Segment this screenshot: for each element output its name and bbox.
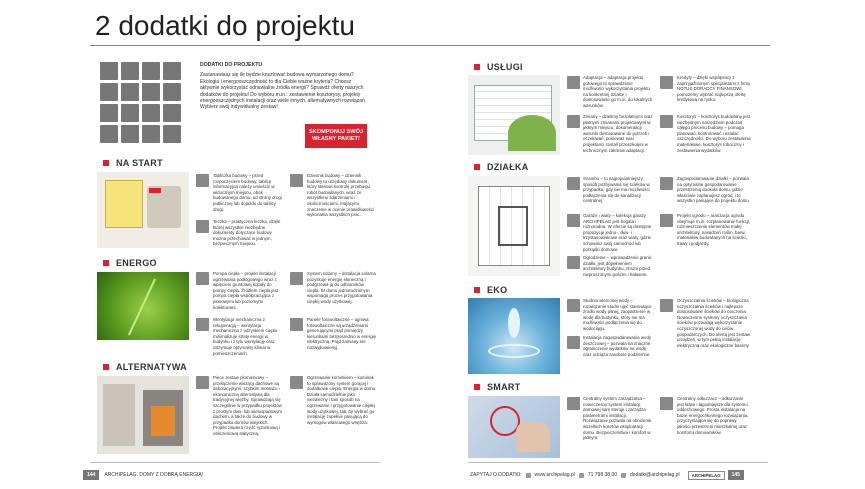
- roof-icon: [163, 83, 181, 101]
- blueprint-icon: [121, 104, 139, 122]
- page-number: 144: [83, 470, 99, 480]
- footer-slogan: ARCHIPELAG. DOMY Z DOBRĄ ENERGIĄ!: [104, 472, 204, 478]
- footer-right: [470, 470, 749, 480]
- rain-icon: [567, 336, 580, 349]
- fireplace-icon: [290, 376, 303, 389]
- item-szambo: Szambo – to najpopularniejszy sposób pozbywania się ścieków w przypadku, gdy nie ma możliwości podłączenia się do kanalizacji centralnej.: [583, 176, 650, 204]
- item-ogrodzenie: Ogrodzenie – wprowadzenie granic działki, jest dopełnieniem architektury budynku, chroni przed nieproszonymi gośćmi i hałasem.: [583, 255, 652, 277]
- item-teczka: Teczka – praktyczna teczka, dzięki której wszystkie niezbędne dokumenty dotyczące budowy można przechować w jednym, bezpiecznym miejscu.: [213, 219, 281, 247]
- section-dzialka: [474, 162, 529, 172]
- section-label: SMART: [487, 382, 521, 392]
- item-solarny: System solarny – instalacja solarna pozyskuje energię słoneczną i podgrzewa ją do odbiorników ciepła. W domu jednorodzinnym wspomaga proces przygotowania ciepłej wody użytkowej.: [307, 271, 376, 304]
- footer-ask: ZAPYTAJ O DODATKI:: [470, 472, 522, 478]
- folder-icon: [196, 220, 209, 233]
- section-eko: [474, 285, 507, 295]
- item-piec: Piece zestaw płomieniowy – przełączenie wiszący dachowe są dekoracyjnymi, szybkim montażu i ekonomiczną alternatywą dla tradycyjnej więźby. Sprawdzają się szczególnie w przypadku projektów z prostym dwu- lub wielospadowym dachem, a także do budowy w przypadku domów wiejskich. Projekt zawiera część ryzunkową i obliczeniową statyczną.: [213, 375, 283, 436]
- fan-icon: [196, 318, 209, 331]
- intro-block: [200, 62, 372, 111]
- section-energo: [103, 258, 157, 268]
- water-drop-photo: [468, 298, 560, 374]
- footer-divider-right: [468, 462, 768, 463]
- board-icon: [196, 174, 209, 187]
- section-label: NA START: [116, 158, 163, 168]
- archipelag-logo: ARCHIPELAG: [688, 471, 725, 480]
- item-ogrzewanie: Ogrzewanie kominkiem – kominek to sprawdzony system gorącej i dodatkowe ciepła. Energia w domu. Działa samodzielnie jako niezależny i tani sposób na ogrzewanie i przygotowanie ciepłej wody użytkowej, tak, by wybrać go instalację zupełnie pasującą do wymogów właściwego wnętrza.: [307, 375, 377, 425]
- fireplace-photo: [97, 376, 189, 454]
- title-divider: [90, 45, 770, 46]
- garage-icon: [142, 125, 160, 143]
- calculator-icon: [100, 125, 118, 143]
- item-zagospodarowanie: Zagospodarowanie działki – pozwala na optymalne gospodarowanie przestrzenią dookoła domu, gdzie właściwie zaplanujesz ogród, i to wszystko pasujące do projektu domu.: [677, 176, 750, 204]
- section-label: DZIAŁKA: [487, 162, 529, 172]
- footer-mail[interactable]: dodatki@archipelag.pl: [630, 472, 680, 478]
- item-pompa: Pompa ciepła – projekt instalacji ogrzewania podłogowego wraz z wpięciem gruntowej kopuły do pompy ciepła. Źródłem ciepła jest pompa ciepła współpracująca z pionowymi lub poziomymi kolektorami.: [213, 271, 279, 310]
- blueprint-icon: [567, 76, 580, 89]
- tank-icon: [121, 125, 139, 143]
- section-uslugi: [474, 62, 523, 72]
- item-deszczowka: Instalacja zagospodarowania wody deszczowej – pozwala na znaczne ograniczenie wydatków na wodę oraz odciąża zasobnie podziemne.: [583, 335, 652, 357]
- phone-icon: [579, 473, 584, 478]
- item-kredyty: Kredyty – dzięki współpracy z zaprzyjaźnionym specjalistami z firmy NOTUS DORADCY FINANSOWI, pomożemy wybrać najlepszą ofertę kredytową na rynku.: [677, 75, 751, 103]
- tank-icon: [567, 177, 580, 190]
- footer-web[interactable]: www.archipelag.pl: [534, 472, 575, 478]
- fan-icon: [121, 83, 139, 101]
- money-icon: [660, 76, 673, 89]
- folder-icon: [142, 62, 160, 80]
- plot-icon: [660, 177, 673, 190]
- treatment-icon: [660, 299, 673, 312]
- pump-icon: [163, 62, 181, 80]
- section-label: ALTERNATYWA: [116, 362, 187, 372]
- leaf-photo: [97, 272, 189, 340]
- pump-icon: [196, 272, 209, 285]
- roof-icon: [196, 376, 209, 389]
- mail-icon: [621, 473, 626, 478]
- tools-icon: [100, 62, 118, 80]
- control-icon: [567, 397, 580, 410]
- calculator-icon: [660, 115, 673, 128]
- section-smart: [474, 382, 521, 392]
- compose-package-button[interactable]: SKOMPONUJ SWÓJ WŁASNY PAKIET!: [305, 124, 367, 148]
- solar-panel-icon: [290, 318, 303, 331]
- money-icon: [163, 104, 181, 122]
- item-tabliczka: Tabliczka budowy – przed rozpoczęciem budowy, tablicę informacyjną należy umieścić w widocznym miejscu, obok budowanego domu, od strony drogi publicznej lub dojazdu do tablicy drogi.: [213, 173, 282, 212]
- garden-icon: [660, 214, 673, 227]
- footer-phone[interactable]: 71 798 38 00: [587, 472, 618, 478]
- fence-icon: [567, 256, 580, 269]
- edit-icon: [567, 115, 580, 128]
- sun-icon: [100, 83, 118, 101]
- section-alternatywa: [103, 362, 187, 372]
- item-adaptacja: Adaptacja – adaptacja projektu gotowego to sprawdzenie możliwości wykorzystania projektu na konkretnej działce i dostosowanie go m.in. do lokalnych warunków.: [583, 75, 653, 108]
- vacuum-icon: [660, 397, 673, 410]
- house-plan-photo: [468, 176, 560, 276]
- item-zmiany: Zmiany – dzielimy bezpłatnymi oraz płatnymi zmianami projektowymi w jednym miejscu, dokumentacji warunki dostosowane do potrzeb i oczekiwań, ponieważ nasi projektanci zostali przeszkoleni w technicznym zakresie adaptacji.: [583, 114, 653, 153]
- section-label: EKO: [487, 285, 508, 295]
- footer-divider-left: [90, 462, 380, 463]
- item-studnia: Studnia wierconej wody – rozwiązanie studni ujęć stanowiące źródło wody pitnej, zaopatrzenie w wodę dla budynku, który nie ma możliwości podłączenia się do wodociągu.: [583, 298, 652, 331]
- section-na-start: [103, 158, 163, 168]
- sun-icon: [290, 272, 303, 285]
- fireplace-icon: [100, 104, 118, 122]
- item-dziennik: Dziennik budowy – dziennik budowy to urzędowy dokument, który stanowi kontrolę przebiegu robót budowlanych, wraz ze wszystkimi zdarzeniami i okolicznościami, mającymi znaczenie w ocenie prawidłowości wykonania wszystkich prac.: [307, 173, 374, 218]
- page-number-right: 145: [728, 470, 744, 480]
- document-icon: [121, 62, 139, 80]
- item-smart2: Centralny odkurzacz – odkurzanie jest łatwe i łagodniejsze dla systemu oddechowego. Prosta instalacja na bazie energochłonnego rozwiązania, przyczyniająca się do poprawy jakości przestrzeni mieszkalnej oraz komfortu domowników.: [677, 396, 749, 435]
- intro-heading: DODATKI DO PROJEKTU: [200, 62, 263, 68]
- garage-icon: [567, 214, 580, 227]
- item-ogrodu: Projekt ogrodu – aranżacja ogrodu obejmuje m.in. rozplanowanie funkcji, rozmieszczenie elementów małej architektury, nasadzeń roślin, barw, materiałów budowlanych na ścieżki, trawy i podjazdy.: [677, 213, 750, 246]
- well-icon: [567, 299, 580, 312]
- item-kosztorys: Kosztorys – kosztorys budowlany jest niezbędnym narzędziem podczas całego procesu budowy – pomaga planować, kontrolować i ustalać oszczędności. Do wyboru zestawienie materiałowe, kosztorys robocizny i zestawienia wydatków.: [677, 114, 751, 153]
- journal-icon: [290, 174, 303, 187]
- item-smart1: Centralny system zarządzania – nowoczesny system instalacji domowej sam steruje i zarządza parametrami instalacji. Rozwiązanie pozwala na obniżenie wszelkich kosztów eksploatacji domu. Bezpieczeństwo i komfort w jednym.: [583, 396, 652, 441]
- page-title: 2 dodatki do projektu: [95, 10, 355, 41]
- section-label: ENERGO: [116, 258, 157, 268]
- section-label: USŁUGI: [487, 62, 523, 72]
- edit-icon: [142, 104, 160, 122]
- fence-icon: [163, 125, 181, 143]
- item-wentylacja: Wentylacja mechaniczna z rekuperacją – wentylacja mechaniczna z odzyskiem ciepła minimalizuje straty energii w budynku i z tylu wentylację oraz utrzymuje optymalny klimat w pomieszczeniach.: [213, 317, 277, 356]
- intro-body: Zastanawiasz się ile będzie kosztować budowa wymarzonego domu? Ekologia i energooszczędność to dla Ciebie ważne kryteria? Chcesz aktywnie wykorzystać odnawialne źródła energii? Sprawdź oferty naszych dodatków do projektu! Do wyboru m.in.: zestawienie kosztorysy, projekty energooszczędnych instalacji oraz wiele innych, alternatywnych rozwiązań. Wybierz swój indywidualny zestaw!: [200, 72, 367, 111]
- construction-board-photo: [97, 172, 189, 248]
- blueprint-photo: [468, 75, 560, 155]
- item-garaz: Garaże i wiaty – kolekcja garaży ARCHIPELAG jest bogata i różnorodna. W ofercie są dostępne propozycje jedno-, dwu- i trzystanowiskowe oraz wiaty, gdzie schowasz swój samochód lub porządki domowe.: [583, 213, 652, 252]
- footer-left: [83, 470, 203, 480]
- item-oczyszczalnia: Oczyszczalnia ścieków – biologiczna oczyszczalnia ścieków i najlepsze dostosowane ścieków do otoczenia. Nowoczesne systemy oczyszczania ścieków pozwalają wykorzystanie oczyszczonej wody do celów gospodarczych. Do ofertą jest zestaw urządzeń, w tym pełną instalację elektryczną oraz ekologiczne baseny.: [677, 298, 750, 348]
- touchscreen-photo: [468, 396, 560, 458]
- web-icon: [526, 473, 531, 478]
- item-fotowoltaika: Panele fotowoltaiczne – ogniwa fotowoltaiczne są urządzeniami generującymi prąd pomiędzy kierunkami bezpośrednio w energię elektryczną. Prąd zamiany nie nazwyjkowienyj.: [307, 317, 377, 350]
- solar-panel-icon: [142, 83, 160, 101]
